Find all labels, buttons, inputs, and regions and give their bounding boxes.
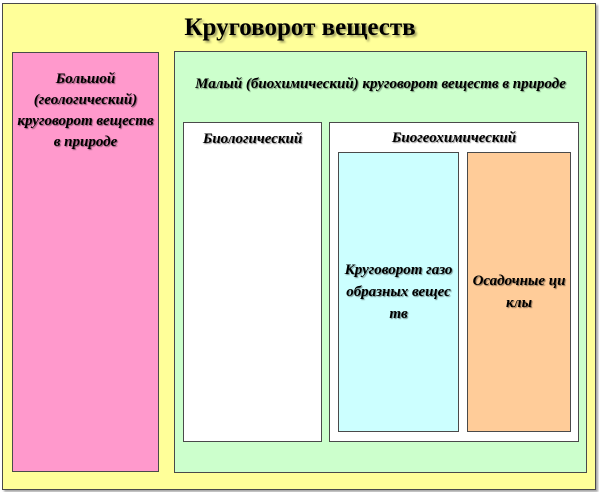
biological-box (183, 122, 322, 442)
gas-cycle-label: Круговорот газообразных веществ (344, 262, 453, 322)
big-cycle-box (12, 52, 159, 472)
sedimentary-cycles-label: Осадочные циклы (472, 273, 566, 311)
small-cycle-label: Малый (биохимический) круговорот веществ в природе (195, 76, 566, 92)
sedimentary-cycles-box (467, 152, 571, 432)
biological-label: Биологический (202, 131, 303, 147)
big-cycle-label: Большой (геологический) круговорот веществ в природе (17, 71, 154, 150)
biogeochemical-label: Биогеохимический (391, 130, 517, 146)
diagram-title: Круговорот веществ (184, 14, 416, 41)
gas-cycle-box (338, 152, 459, 432)
